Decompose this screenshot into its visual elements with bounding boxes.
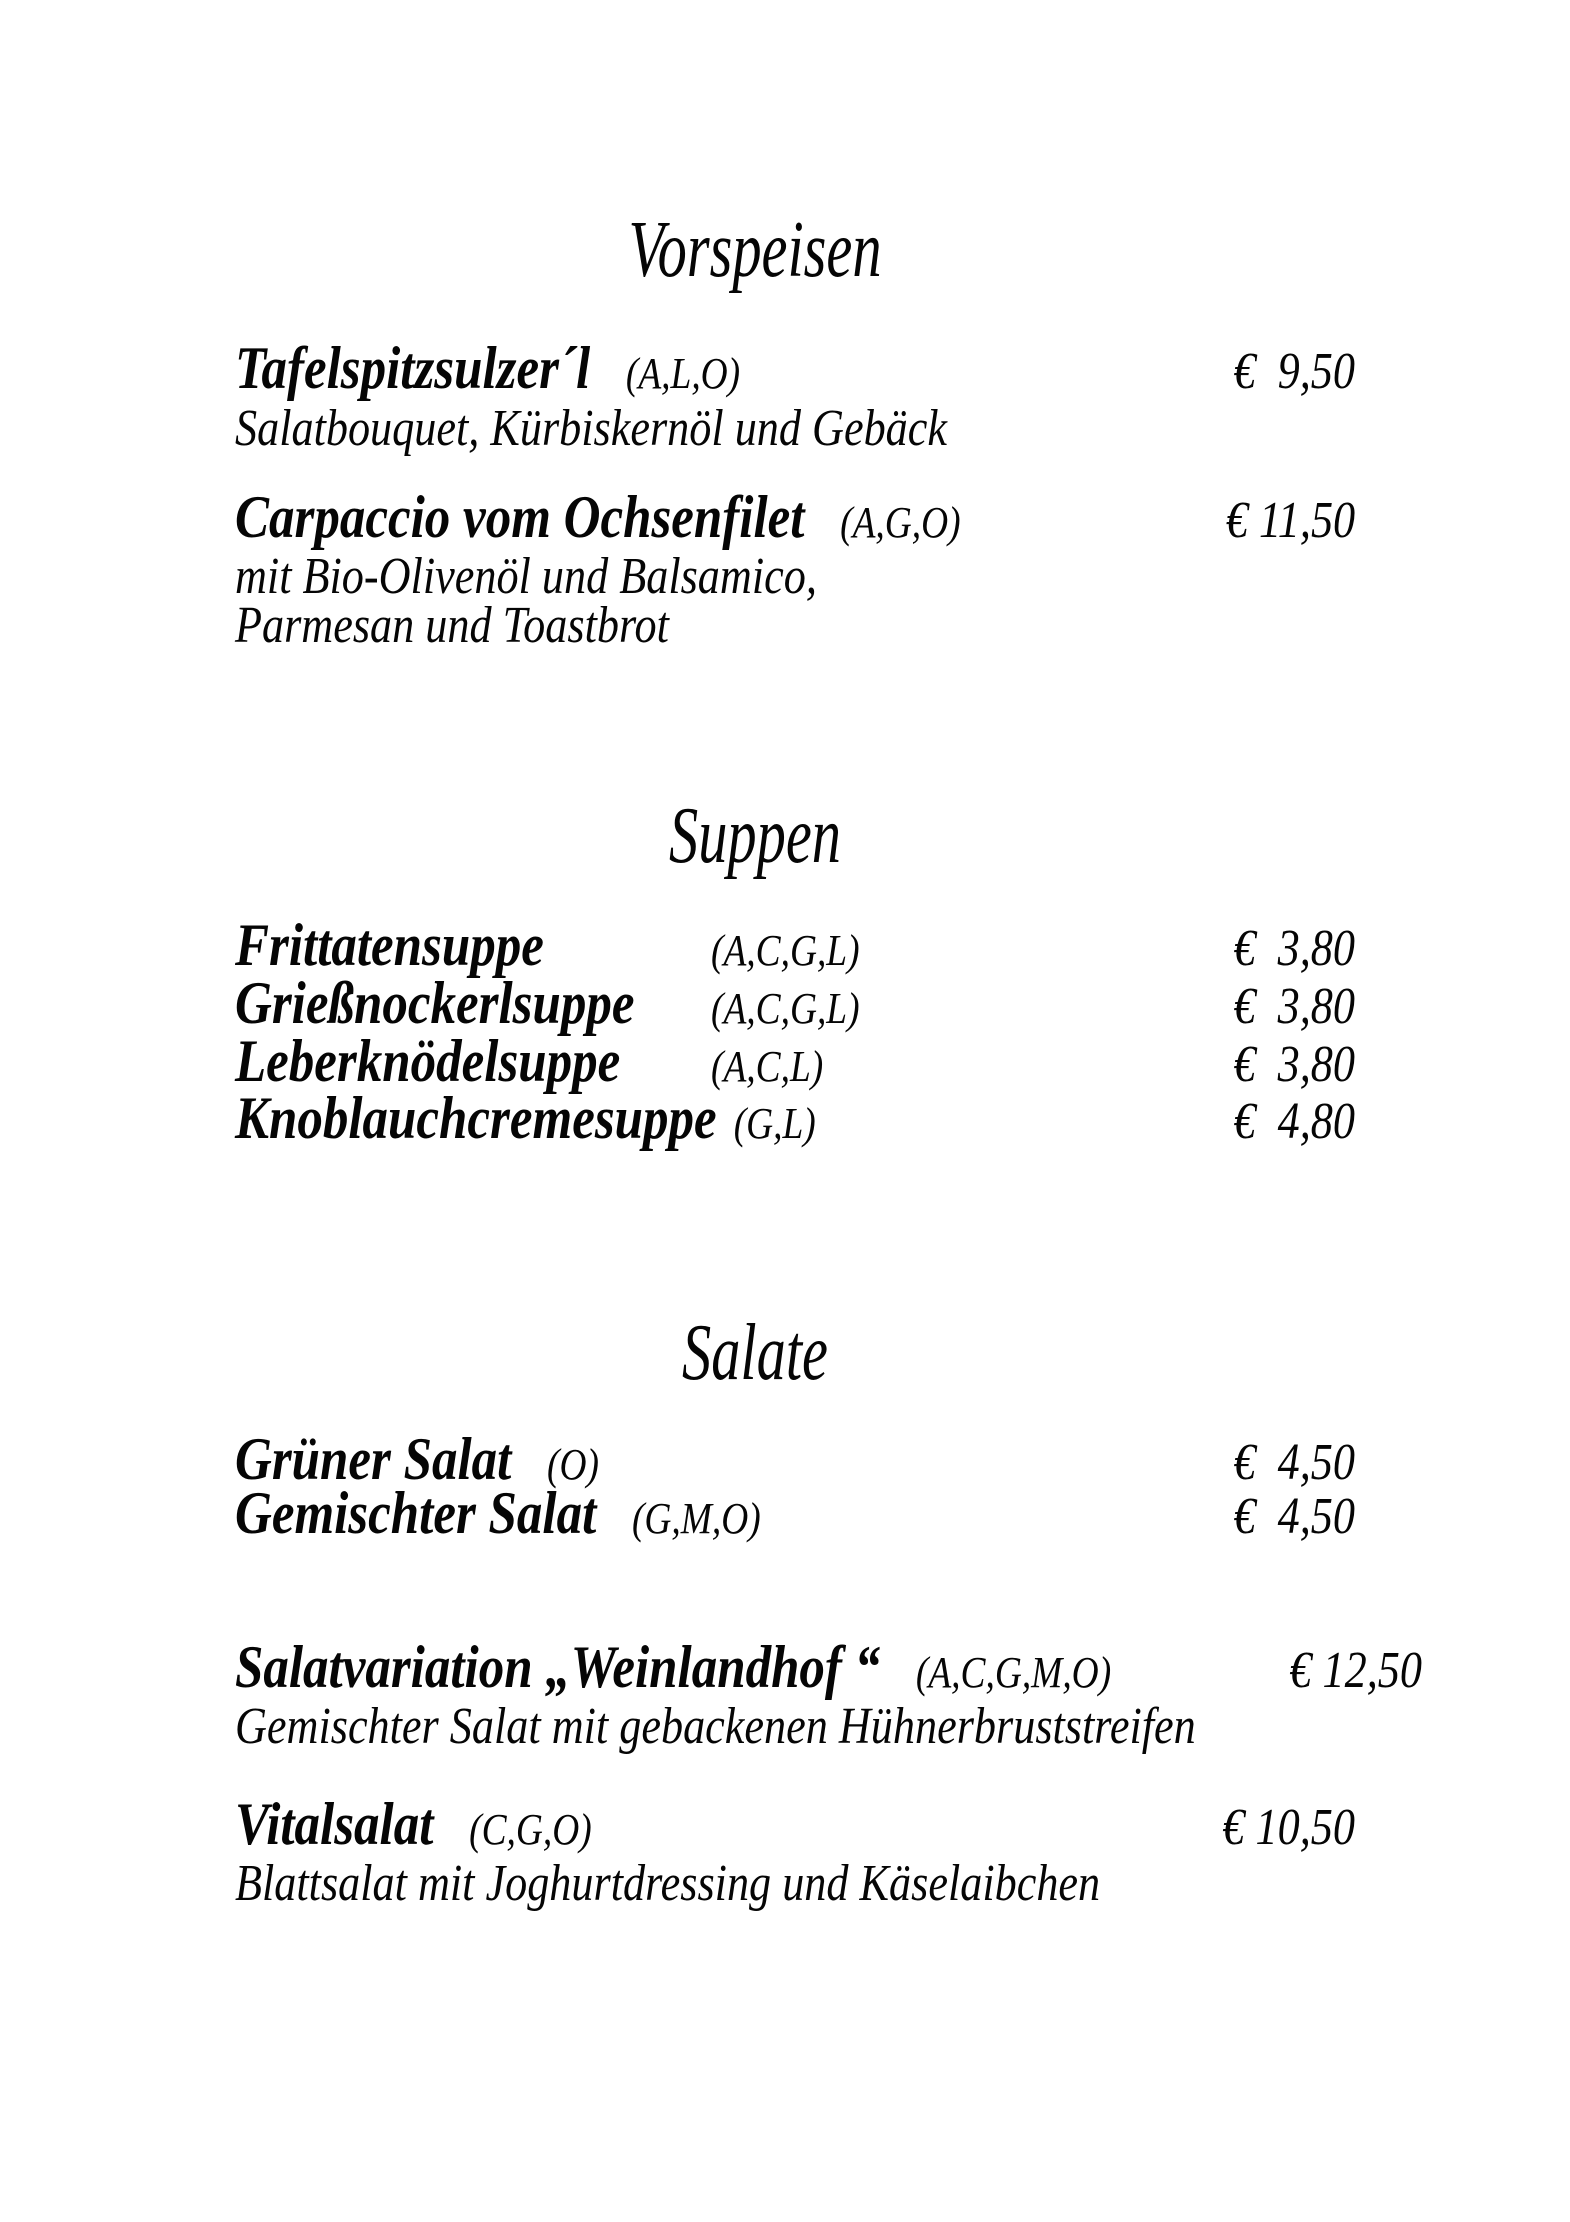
- item-name: Grießnockerlsuppe: [235, 970, 635, 1036]
- allergen-codes: (A,C,G,L): [711, 984, 860, 1033]
- item-price: € 9,50: [1233, 343, 1355, 400]
- allergen-codes: (O): [547, 1440, 599, 1489]
- menu-item-row: [235, 1087, 1355, 1165]
- item-name: Knoblauchcremesuppe: [235, 1085, 717, 1151]
- item-price: € 4,50: [1233, 1434, 1355, 1491]
- item-name: Grüner Salat: [235, 1426, 512, 1492]
- item-price: € 12,50: [1289, 1642, 1422, 1699]
- item-description: Parmesan und Toastbrot: [235, 597, 669, 654]
- item-description: Salatbouquet, Kürbiskernöl und Gebäck: [235, 400, 948, 457]
- item-price: € 3,80: [1233, 1036, 1355, 1093]
- item-left-group: [235, 1087, 816, 1165]
- allergen-codes: (A,C,G,M,O): [915, 1648, 1112, 1697]
- item-name: Salatvariation „Weinlandhof “: [235, 1634, 881, 1700]
- item-price: € 4,50: [1233, 1488, 1355, 1545]
- section-title-vorspeisen: Vorspeisen: [628, 206, 882, 294]
- allergen-codes: (A,G,O): [840, 498, 961, 547]
- allergen-codes: (G,M,O): [631, 1494, 761, 1543]
- item-description: Gemischter Salat mit gebackenen Hühnerbruststreifen: [235, 1698, 1196, 1755]
- item-name: Gemischter Salat: [235, 1480, 597, 1546]
- item-description: Blattsalat mit Joghurtdressing und Käselaibchen: [235, 1855, 1101, 1912]
- item-name: Frittatensuppe: [235, 912, 544, 978]
- item-description: mit Bio-Olivenöl und Balsamico,: [235, 548, 817, 605]
- item-name: Leberknödelsuppe: [235, 1028, 621, 1094]
- item-name: Vitalsalat: [235, 1791, 434, 1857]
- item-name: Tafelspitzsulzer´l: [235, 335, 591, 401]
- section-title-suppen: Suppen: [669, 792, 841, 880]
- allergen-codes: (A,L,O): [625, 349, 741, 398]
- section-title-salate: Salate: [682, 1309, 828, 1397]
- allergen-codes: (G,L): [733, 1099, 816, 1148]
- allergen-codes: (A,C,L): [711, 1042, 824, 1091]
- item-price: € 11,50: [1225, 492, 1355, 549]
- item-price: € 10,50: [1222, 1799, 1355, 1856]
- item-left-group: [235, 1482, 761, 1560]
- menu-item-row: [235, 1482, 1355, 1560]
- item-price: € 3,80: [1233, 920, 1355, 977]
- allergen-codes: (C,G,O): [469, 1805, 592, 1854]
- item-price: € 3,80: [1233, 978, 1355, 1035]
- item-name: Carpaccio vom Ochsenfilet: [235, 484, 805, 550]
- allergen-codes: (A,C,G,L): [711, 926, 860, 975]
- item-price: € 4,80: [1233, 1093, 1355, 1150]
